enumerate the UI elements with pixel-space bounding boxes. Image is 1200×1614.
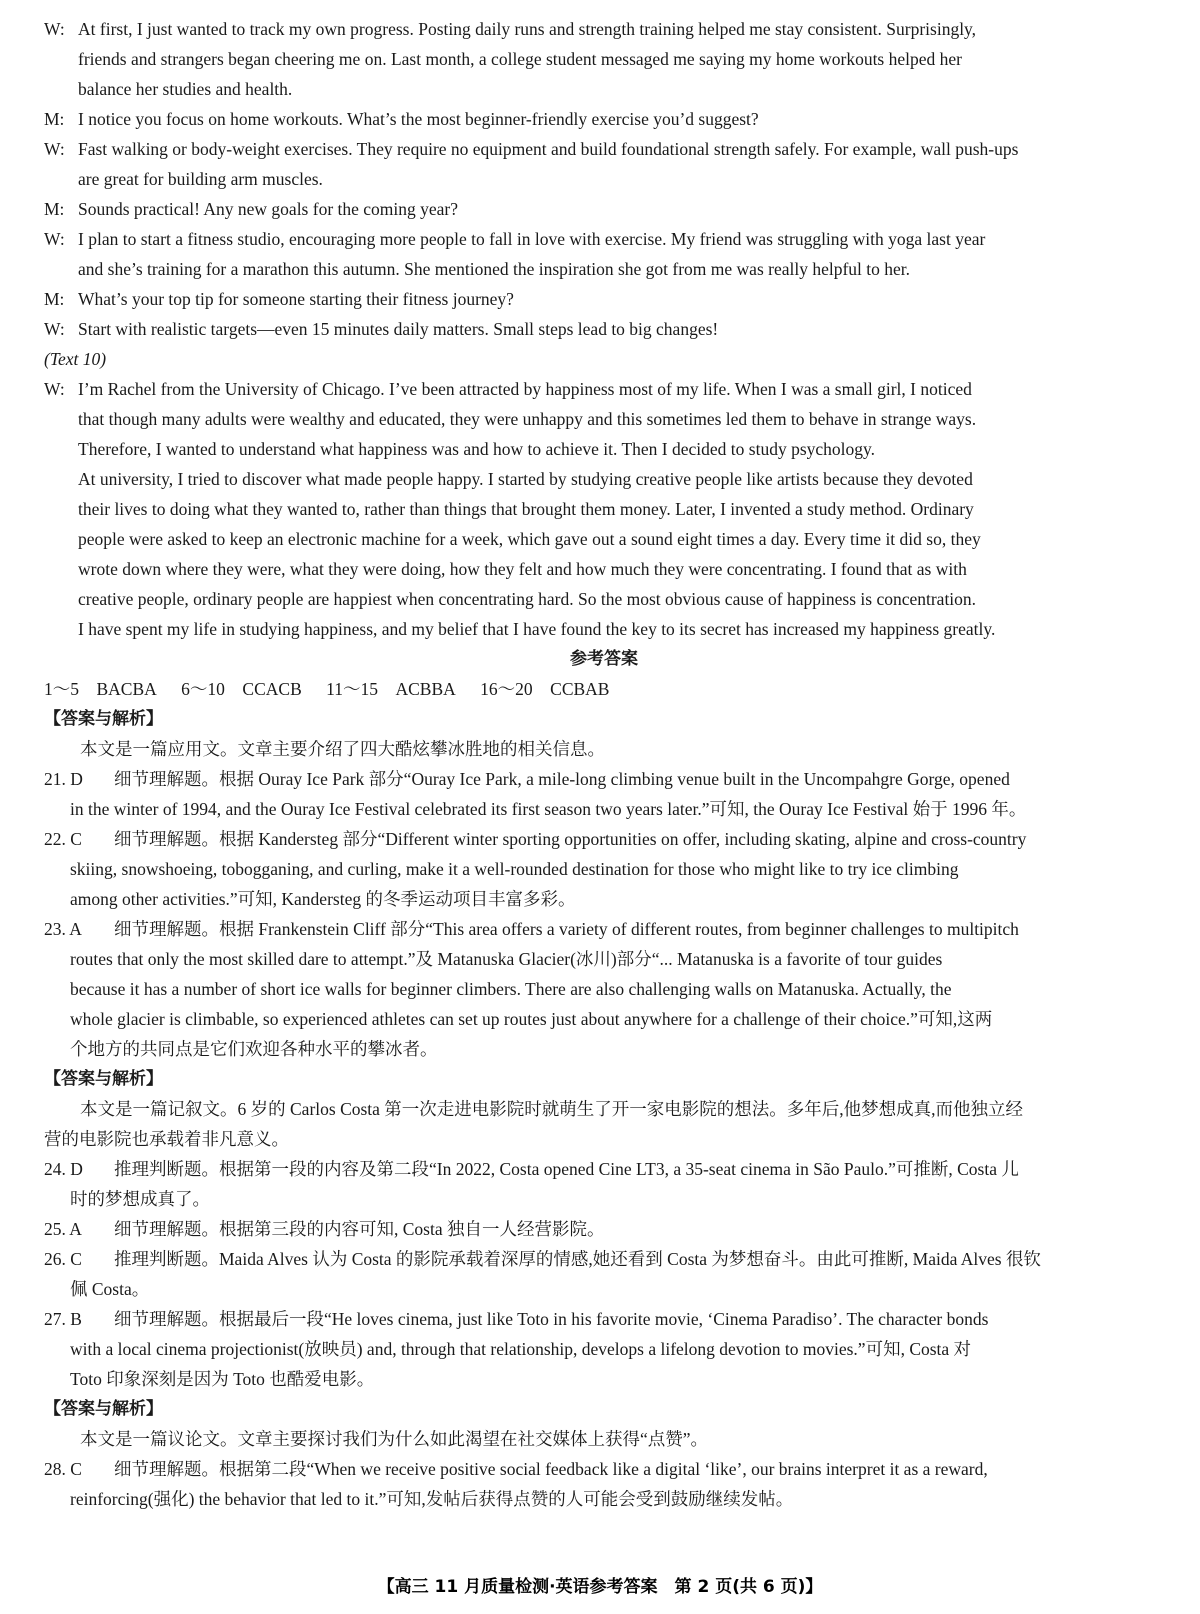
dialogue-line: At first, I just wanted to track my own progress. Posting daily runs and strength training helped me stay consistent. Surprisingly, — [78, 19, 977, 39]
dialogue-line: are great for building arm muscles. — [78, 169, 323, 189]
explanation-line: reinforcing(强化) the behavior that led to it.”可知,发帖后获得点赞的人可能会受到鼓励继续发帖。 — [70, 1489, 794, 1509]
explanation-line: in the winter of 1994, and the Ouray Ice Festival celebrated its first season two years later.”可知, the Ouray Ice Festival 始于 1996 年。 — [70, 799, 1027, 819]
dialogue-turn — [44, 14, 1164, 104]
answer-key-group: 6～10 CCACB — [181, 679, 302, 699]
section-intro: 本文是一篇应用文。文章主要介绍了四大酷炫攀冰胜地的相关信息。 — [80, 739, 605, 759]
dialogue-line: Sounds practical! Any new goals for the coming year? — [78, 199, 459, 219]
explanation-line: 推理判断题。Maida Alves 认为 Costa 的影院承载着深厚的情感,她还看到 Costa 为梦想奋斗。由此可推断, Maida Alves 很钦 — [114, 1249, 1041, 1269]
monologue-line: At university, I tried to discover what made people happy. I started by studying creative people like artists because they devoted — [78, 469, 973, 489]
explanation-line: 时的梦想成真了。 — [70, 1189, 210, 1209]
dialogue-turn — [44, 284, 1164, 314]
question-explanation — [44, 1154, 1164, 1184]
question-number: 26. C — [44, 1249, 82, 1269]
monologue-line: I’m Rachel from the University of Chicago. I’ve been attracted by happiness most of my life. When I was a small girl, I noticed — [78, 379, 972, 399]
dialogue-turn — [44, 224, 1164, 284]
speaker-label: W: — [44, 379, 65, 399]
explanation-line: 细节理解题。根据最后一段“He loves cinema, just like Toto in his favorite movie, ‘Cinema Paradiso’. The character bonds — [114, 1309, 989, 1329]
dialogue-line: balance her studies and health. — [78, 79, 293, 99]
speaker-label: W: — [44, 139, 65, 159]
dialogue-turn — [44, 194, 1164, 224]
section-intro: 本文是一篇记叙文。6 岁的 Carlos Costa 第一次走进电影院时就萌生了开一家电影院的想法。多年后,他梦想成真,而他独立经 — [80, 1099, 1024, 1119]
explanation-line: because it has a number of short ice walls for beginner climbers. There are also challenging walls on Matanuska. Actually, the — [70, 979, 952, 999]
dialogue-line: I plan to start a fitness studio, encouraging more people to fall in love with exercise. My friend was struggling with yoga last year — [78, 229, 986, 249]
monologue-line: people were asked to keep an electronic machine for a week, which gave out a sound eight times a day. Every time it did so, they — [78, 529, 981, 549]
dialogue-turn — [44, 134, 1164, 194]
explanation-line: 佩 Costa。 — [70, 1279, 150, 1299]
question-number: 21. D — [44, 769, 83, 789]
question-number: 22. C — [44, 829, 82, 849]
question-explanation — [44, 1244, 1164, 1274]
question-explanation — [44, 824, 1164, 854]
explanation-line: among other activities.”可知, Kandersteg 的冬季运动项目丰富多彩。 — [70, 889, 576, 909]
speaker-label: M: — [44, 199, 65, 219]
dialogue-line: friends and strangers began cheering me on. Last month, a college student messaged me saying my home workouts helped her — [78, 49, 962, 69]
question-number: 25. A — [44, 1219, 82, 1239]
speaker-label: W: — [44, 319, 65, 339]
explanation-line: whole glacier is climbable, so experienced athletes can set up routes just about anywhere for a challenge of their choice.”可知,这两 — [70, 1009, 993, 1029]
question-number: 23. A — [44, 919, 82, 939]
dialogue-line: Start with realistic targets—even 15 minutes daily matters. Small steps lead to big changes! — [78, 319, 719, 339]
dialogue-turn — [44, 314, 1164, 344]
question-explanation — [44, 1304, 1164, 1334]
answer-key-group: 11～15 ACBBA — [326, 679, 456, 699]
analysis-section — [44, 1394, 1164, 1514]
explanation-line: skiing, snowshoeing, tobogganing, and curling, make it a well-rounded destination for those who might like to try ice climbing — [70, 859, 959, 879]
dialogue-block — [44, 14, 1164, 344]
section-intro-cont: 营的电影院也承载着非凡意义。 — [44, 1129, 289, 1149]
question-number: 28. C — [44, 1459, 82, 1479]
explanation-line: 细节理解题。根据 Frankenstein Cliff 部分“This area offers a variety of different routes, from beginner challenges to multipitch — [114, 919, 1019, 939]
monologue-line: that though many adults were wealthy and educated, they were unhappy and this sometimes led them to behave in strange ways. — [78, 409, 977, 429]
speaker-label: M: — [44, 289, 65, 309]
monologue-line: wrote down where they were, what they were doing, how they felt and how much they were concentrating. I found that as with — [78, 559, 967, 579]
explanation-line: 细节理解题。根据第三段的内容可知, Costa 独自一人经营影院。 — [114, 1219, 605, 1239]
analysis-section — [44, 704, 1164, 1064]
monologue — [44, 374, 1164, 644]
page-footer: 【高三 11 月质量检测·英语参考答案 第 2 页(共 6 页)】 — [377, 1577, 823, 1597]
dialogue-turn — [44, 104, 1164, 134]
question-number: 27. B — [44, 1309, 82, 1329]
explanation-line: 细节理解题。根据 Kandersteg 部分“Different winter sporting opportunities on offer, including skating, alpine and cross-country — [114, 829, 1027, 849]
monologue-line: I have spent my life in studying happiness, and my belief that I have found the key to its secret has increased my happiness greatly. — [78, 619, 996, 639]
question-explanation — [44, 1214, 1164, 1244]
explanation-line: 个地方的共同点是它们欢迎各种水平的攀冰者。 — [70, 1039, 438, 1059]
answer-key-group: 1～5 BACBA — [44, 679, 157, 699]
explanation-line: 推理判断题。根据第一段的内容及第二段“In 2022, Costa opened Cine LT3, a 35-seat cinema in São Paulo.”可推断, Costa 儿 — [114, 1159, 1019, 1179]
monologue-line: creative people, ordinary people are happiest when concentrating hard. So the most obvious cause of happiness is concentration. — [78, 589, 977, 609]
speaker-label: W: — [44, 229, 65, 249]
answers-title: 参考答案 — [570, 649, 638, 669]
question-explanation — [44, 1454, 1164, 1484]
explanation-line: routes that only the most skilled dare to attempt.”及 Matanuska Glacier(冰川)部分“... Matanuska is a favorite of tour guides — [70, 949, 943, 969]
dialogue-line: I notice you focus on home workouts. What’s the most beginner-friendly exercise you’d suggest? — [78, 109, 759, 129]
speaker-label: W: — [44, 19, 65, 39]
section-header: 【答案与解析】 — [44, 709, 163, 729]
question-explanation — [44, 764, 1164, 794]
monologue-line: their lives to doing what they wanted to, rather than things that brought them money. Later, I invented a study method. Ordinary — [78, 499, 974, 519]
section-header: 【答案与解析】 — [44, 1399, 163, 1419]
answer-key-group: 16～20 CCBAB — [480, 679, 610, 699]
text10-label: (Text 10) — [44, 349, 107, 369]
section-intro: 本文是一篇议论文。文章主要探讨我们为什么如此渴望在社交媒体上获得“点赞”。 — [80, 1429, 709, 1449]
monologue-line: Therefore, I wanted to understand what happiness was and how to achieve it. Then I decided to study psychology. — [78, 439, 876, 459]
analysis-section — [44, 1064, 1164, 1394]
dialogue-line: What’s your top tip for someone starting their fitness journey? — [78, 289, 514, 309]
section-header: 【答案与解析】 — [44, 1069, 163, 1089]
speaker-label: M: — [44, 109, 65, 129]
dialogue-line: Fast walking or body-weight exercises. They require no equipment and build foundational strength safely. For example, wall push-ups — [78, 139, 1019, 159]
question-number: 24. D — [44, 1159, 83, 1179]
answer-keys — [44, 674, 1164, 704]
explanation-line: Toto 印象深刻是因为 Toto 也酷爱电影。 — [70, 1369, 375, 1389]
explanation-line: with a local cinema projectionist(放映员) and, through that relationship, develops a lifelong devotion to movies.”可知, Costa 对 — [70, 1339, 972, 1359]
question-explanation — [44, 914, 1164, 944]
dialogue-line: and she’s training for a marathon this autumn. She mentioned the inspiration she got from me was really helpful to her. — [78, 259, 911, 279]
explanation-line: 细节理解题。根据 Ouray Ice Park 部分“Ouray Ice Park, a mile-long climbing venue built in the Uncompahgre Gorge, opened — [114, 769, 1010, 789]
explanation-line: 细节理解题。根据第二段“When we receive positive social feedback like a digital ‘like’, our brains interpret it as a reward, — [114, 1459, 988, 1479]
